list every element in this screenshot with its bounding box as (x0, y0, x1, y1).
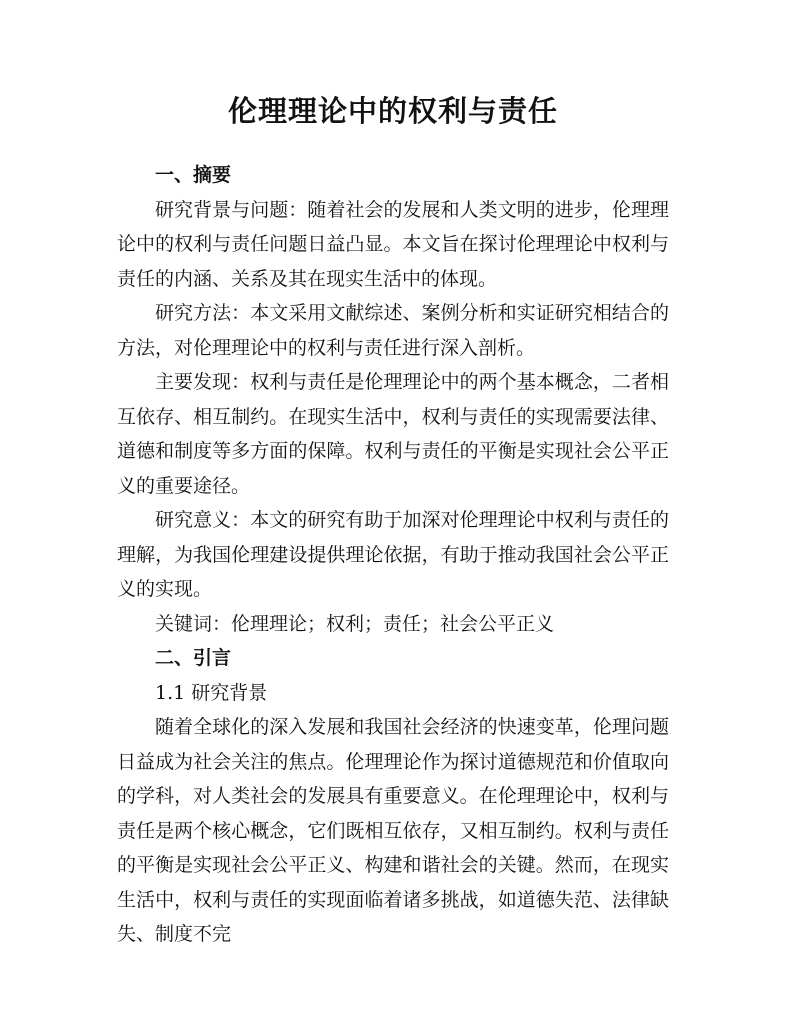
document-page (117, 88, 669, 952)
introduction-background-paragraph: 随着全球化的深入发展和我国社会经济的快速变革，伦理问题日益成为社会关注的焦点。伦理理论作为探讨道德规范和价值取向的学科，对人类社会的发展具有重要意义。在伦理理论中，权利与责任是两个核心概念，它们既相互依存，又相互制约。权利与责任的平衡是实现社会公平正义、构建和谐社会的关键。然而，在现实生活中，权利与责任的实现面临着诸多挑战，如道德失范、法律缺失、制度不完 (117, 716, 669, 945)
abstract-findings-paragraph: 主要发现：权利与责任是伦理理论中的两个基本概念，二者相互依存、相互制约。在现实生活中，权利与责任的实现需要法律、道德和制度等多方面的保障。权利与责任的平衡是实现社会公平正义的重要途径。 (117, 371, 669, 497)
abstract-method-paragraph: 研究方法：本文采用文献综述、案例分析和实证研究相结合的方法，对伦理理论中的权利与责任进行深入剖析。 (117, 302, 669, 359)
section-heading-abstract: 一、摘要 (155, 164, 232, 186)
document-title: 伦理理论中的权利与责任 (227, 94, 558, 128)
section-heading-introduction: 二、引言 (155, 647, 232, 669)
abstract-background-paragraph: 研究背景与问题：随着社会的发展和人类文明的进步，伦理理论中的权利与责任问题日益凸显。本文旨在探讨伦理理论中权利与责任的内涵、关系及其在现实生活中的体现。 (117, 198, 669, 290)
abstract-significance-paragraph: 研究意义：本文的研究有助于加深对伦理理论中权利与责任的理解，为我国伦理建设提供理论依据，有助于推动我国社会公平正义的实现。 (117, 509, 669, 600)
keywords-paragraph: 关键词：伦理理论；权利；责任；社会公平正义 (155, 612, 555, 635)
subsection-heading-background: 1.1 研究背景 (155, 681, 268, 704)
